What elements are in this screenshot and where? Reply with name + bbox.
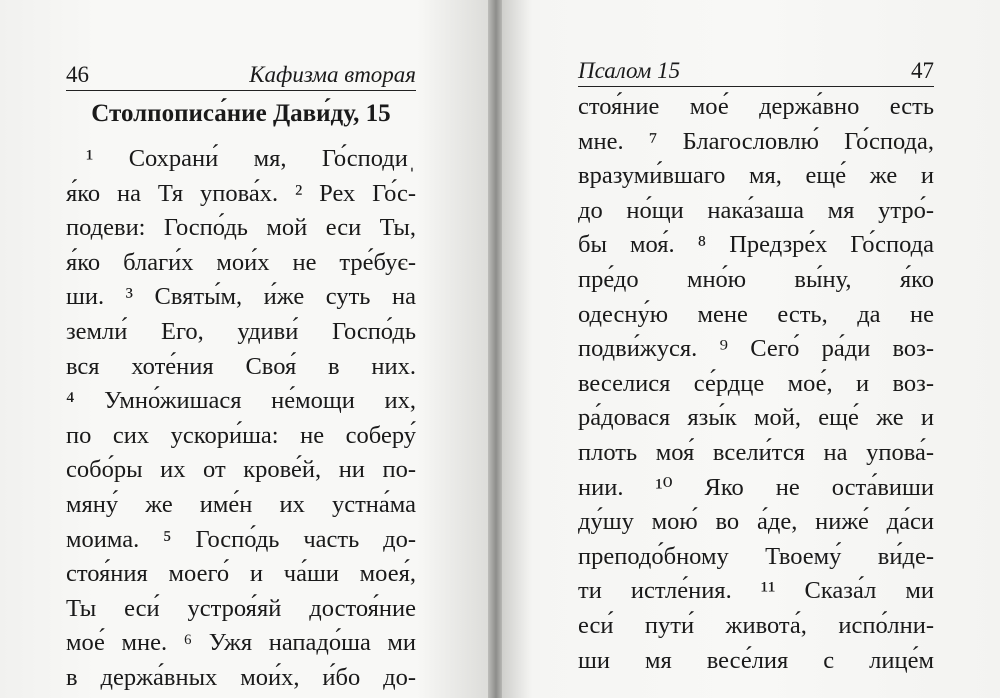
text-line: стоя́ние мое́ держа́вно есть bbox=[578, 93, 934, 120]
text-line: преподо́бному Твоему́ ви́де- bbox=[578, 542, 934, 570]
left-text-block bbox=[66, 142, 416, 696]
right-text-block bbox=[578, 90, 934, 678]
text-line: подви́жуся. ⁹ Сего́ ра́ди воз- bbox=[578, 335, 934, 363]
left-running-head bbox=[66, 58, 416, 91]
left-page-number: 46 bbox=[66, 62, 89, 87]
text-line: веселися се́рдце мое́, и воз- bbox=[578, 369, 934, 397]
text-line: собо́ры их от крове́й, ни по- bbox=[66, 456, 416, 484]
text-line: ⁴ Умно́жишася не́мощи их, bbox=[66, 387, 416, 415]
right-page-number: 47 bbox=[911, 58, 934, 83]
text-line: нии. ¹⁰ Яко не оста́виши bbox=[578, 473, 934, 501]
text-line: стоя́ния моего́ и ча́ши моея́, bbox=[66, 560, 416, 588]
text-line: подеви: Госпо́дь мой еси Ты, bbox=[66, 214, 416, 242]
left-page bbox=[0, 0, 490, 698]
text-line: моима. ⁵ Госпо́дь часть до- bbox=[66, 525, 416, 553]
right-running-head bbox=[578, 54, 934, 87]
text-line: ти истле́ния. ¹¹ Сказа́л ми bbox=[578, 577, 934, 605]
text-line: вразуми́вшаго мя, еще́ же и bbox=[578, 162, 934, 190]
text-line: я́ко благи́х мои́х не тре́бує- bbox=[66, 248, 416, 276]
text-line: мне. ⁷ Благословлю́ Го́спода, bbox=[578, 127, 934, 155]
text-line: вся хоте́ния Своя́ в них. bbox=[66, 352, 416, 380]
text-line: я́ко на Тя упова́х. ² Рех Го́с- bbox=[66, 179, 416, 207]
text-line: мяну́ же име́н их устна́ма bbox=[66, 490, 416, 518]
text-line: Ты еси́ устроя́яй достоя́ние bbox=[66, 594, 416, 622]
right-page bbox=[502, 0, 1000, 698]
text-line: одесну́ю мене есть, да не bbox=[578, 300, 934, 328]
text-line: ши. ³ Святы́м, и́же суть на bbox=[66, 283, 416, 311]
text-line: еси́ пути́ живота́, испо́лни- bbox=[578, 611, 934, 639]
text-line: ¹ Сохрани́ мя, Го́сподиˌ bbox=[86, 145, 416, 172]
text-line: в держа́вных мои́х, и́бо до- bbox=[66, 663, 416, 691]
text-line: до но́щи нака́заша мя утро́- bbox=[578, 196, 934, 224]
text-line: плоть моя́ всели́тся на упова́- bbox=[578, 438, 934, 466]
text-line: ши мя весе́лия с лице́м bbox=[578, 646, 934, 674]
text-line: земли́ Его, удиви́ Госпо́дь bbox=[66, 317, 416, 345]
right-running-title: Псалом 15 bbox=[578, 58, 681, 83]
text-line: мое́ мне. ⁶ Ужя нападо́ша ми bbox=[66, 629, 416, 657]
text-line: бы моя́. ⁸ Предзре́х Го́спода bbox=[578, 231, 934, 259]
text-line: ра́довася язы́к мой, еще́ же и bbox=[578, 404, 934, 432]
psalm-heading: Столпописа́ние Дави́ду, 15 bbox=[91, 100, 391, 127]
text-line: по сих ускори́ша: не соберу́ bbox=[66, 421, 416, 449]
text-line: пре́до мно́ю вы́ну, я́ко bbox=[578, 265, 934, 293]
text-line: ду́шу мою́ во а́де, ниже́ да́си bbox=[578, 508, 934, 536]
left-running-title: Кафизма вторая bbox=[249, 62, 416, 87]
